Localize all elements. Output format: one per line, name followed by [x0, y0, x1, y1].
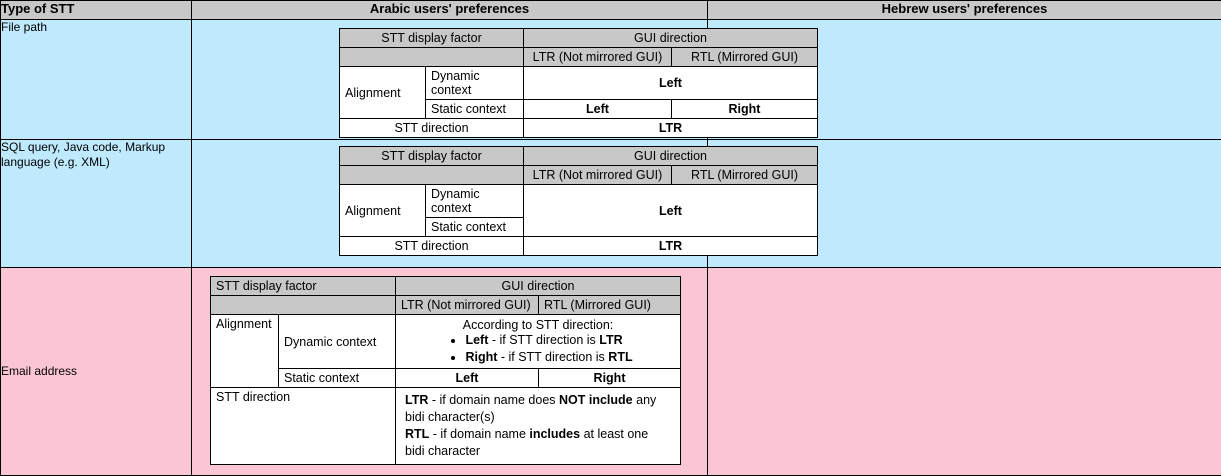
- gui-sub-rtl: RTL (Mirrored GUI): [672, 48, 818, 67]
- spacer-cell: [339, 48, 523, 67]
- dynamic-context-rules: [396, 315, 681, 369]
- direction-rule-ltr: LTR - if domain name does NOT include any bidi character(s): [405, 393, 657, 424]
- static-context-rtl-value: Right: [672, 100, 818, 119]
- table-row: [1, 140, 1221, 268]
- static-context-ltr-value: Left: [396, 369, 539, 388]
- dynamic-context-label: Dynamic context: [425, 67, 523, 100]
- row-type-label-sql-java-markup: SQL query, Java code, Markup language (e.g. XML): [1, 140, 192, 268]
- dynamic-rule-list: [443, 332, 632, 366]
- alignment-label: Alignment: [339, 67, 425, 119]
- inner-subheader-row: [211, 296, 681, 315]
- table-row: [1, 268, 1221, 476]
- stt-direction-label: STT direction: [339, 237, 523, 256]
- stt-display-factor-header: STT display factor: [339, 29, 523, 48]
- inner-table-sql-arabic: [339, 146, 818, 256]
- inner-subheader-row: [339, 48, 817, 67]
- stt-direction-row: [339, 237, 817, 256]
- static-context-label: Static context: [425, 218, 523, 237]
- stt-direction-label: STT direction: [211, 388, 396, 465]
- dynamic-context-label: Dynamic context: [425, 185, 523, 218]
- gui-sub-rtl: RTL (Mirrored GUI): [539, 296, 681, 315]
- stt-direction-value: LTR: [524, 119, 818, 138]
- inner-table-file-path-arabic: [339, 28, 818, 138]
- static-context-label: Static context: [425, 100, 523, 119]
- alignment-static-row: [211, 369, 681, 388]
- static-context-label: Static context: [279, 369, 396, 388]
- row-type-label-file-path: File path: [1, 20, 192, 140]
- list-item: • Left - if STT direction is LTR: [465, 332, 632, 349]
- stt-direction-row: [339, 119, 817, 138]
- stt-direction-row: [211, 388, 681, 465]
- dynamic-context-value: Left: [524, 67, 818, 100]
- inner-table-email-arabic: [210, 276, 681, 465]
- alignment-value-merged: Left: [524, 185, 818, 237]
- stt-display-factor-header: STT display factor: [339, 147, 523, 166]
- spacer-cell: [339, 166, 523, 185]
- arabic-preferences-email: [192, 268, 708, 476]
- gui-sub-ltr: LTR (Not mirrored GUI): [396, 296, 539, 315]
- alignment-dynamic-row: [339, 67, 817, 100]
- gui-sub-ltr: LTR (Not mirrored GUI): [524, 48, 672, 67]
- alignment-dynamic-row: [211, 315, 681, 369]
- gui-direction-header: GUI direction: [524, 147, 818, 166]
- table-row: [1, 20, 1221, 140]
- dynamic-context-label: Dynamic context: [279, 315, 396, 369]
- gui-sub-rtl: RTL (Mirrored GUI): [672, 166, 818, 185]
- row-type-label-email-address: Email address: [1, 268, 192, 476]
- arabic-preferences-sql: [192, 140, 798, 268]
- stt-direction-label: STT direction: [339, 119, 523, 138]
- inner-subheader-row: [339, 166, 817, 185]
- inner-header-row: [211, 277, 681, 296]
- table-header-row: [1, 1, 1221, 20]
- gui-direction-header: GUI direction: [524, 29, 818, 48]
- list-item: • Right - if STT direction is RTL: [465, 349, 632, 366]
- alignment-label: Alignment: [211, 315, 279, 388]
- column-header-arabic: Arabic users' preferences: [192, 1, 708, 20]
- alignment-label: Alignment: [339, 185, 425, 237]
- static-context-ltr-value: Left: [524, 100, 672, 119]
- static-context-rtl-value: Right: [539, 369, 681, 388]
- column-header-hebrew: Hebrew users' preferences: [708, 1, 1221, 20]
- spacer-cell: [211, 296, 396, 315]
- gui-sub-ltr: LTR (Not mirrored GUI): [524, 166, 672, 185]
- stt-direction-rules: [396, 388, 681, 465]
- direction-rule-rtl: RTL - if domain name includes at least one bidi character: [405, 427, 649, 458]
- dynamic-rule-title: According to STT direction:: [462, 318, 614, 332]
- arabic-preferences-file-path: [192, 20, 798, 140]
- column-header-type: Type of STT: [1, 1, 192, 20]
- inner-header-row: [339, 147, 817, 166]
- alignment-dynamic-row: [339, 185, 817, 218]
- stt-display-factor-header: STT display factor: [211, 277, 396, 296]
- inner-header-row: [339, 29, 817, 48]
- stt-direction-value: LTR: [524, 237, 818, 256]
- gui-direction-header: GUI direction: [396, 277, 681, 296]
- hebrew-preferences-email: [708, 268, 1221, 476]
